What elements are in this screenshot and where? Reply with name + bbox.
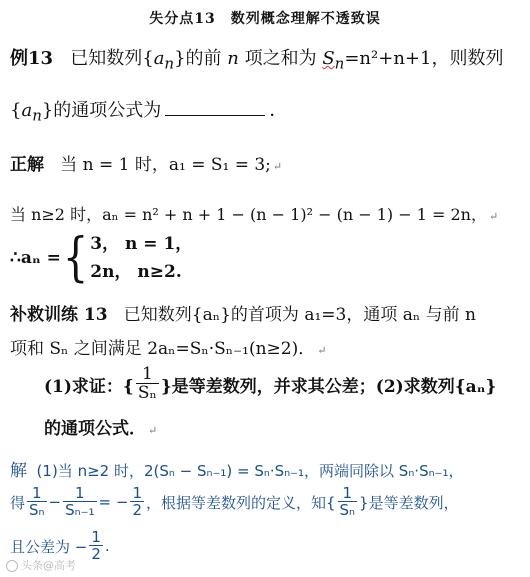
- fraction-1-over-2: $\frac{1}{2}$: [91, 528, 101, 563]
- watermark: 头条@高考: [6, 557, 76, 573]
- answer-label: 解: [10, 461, 27, 481]
- practice-line-1: 补救训练 13 已知数列{aₙ}的首项为 a₁=3，通项 aₙ 与前 n: [10, 305, 476, 325]
- fraction-1-over-Sn: $\frac{1}{\text{Sₙ}}$: [137, 364, 157, 403]
- example-label: 例13: [10, 48, 54, 69]
- page-title: 失分点13 数列概念理解不透致误: [149, 11, 381, 27]
- practice-question: (1)求证：{ $\frac{1}{\text{Sₙ}}$ }是等差数列，并求其公差；(2)求数列{aₙ}: [44, 364, 497, 403]
- watermark-icon: [6, 560, 18, 572]
- answer-line-2: 得 $\frac{1}{\text{Sₙ}}$ − $\frac{1}{\text{Sₙ₋₁}}$ = − $\frac{1}{2}$ ，根据等差数列的定义，知{ $\frac{1}{\text{Sₙ}}$ }是等差数列，: [10, 484, 459, 519]
- solution-label: 正解: [10, 155, 44, 175]
- fraction-1-over-Sn: $\frac{1}{\text{Sₙ}}$: [339, 484, 356, 519]
- cases: 3， n = 1， 2n， n≥2.: [90, 234, 193, 282]
- fraction-1-over-2: $\frac{1}{2}$: [132, 484, 142, 519]
- piecewise-formula: ∴aₙ = { 3， n = 1， 2n， n≥2.: [10, 228, 193, 288]
- left-brace: {: [62, 228, 89, 288]
- answer-blank: [165, 99, 265, 116]
- answer-line-1: 解 (1)当 n≥2 时，2(Sₙ − Sₙ₋₁) = Sₙ·Sₙ₋₁，两端同除以 Sₙ·Sₙ₋₁，: [10, 461, 464, 481]
- solution-line-1: 正解 当 n = 1 时，a₁ = S₁ = 3; ↵: [10, 155, 283, 175]
- fraction-1-over-Sn-1: $\frac{1}{\text{Sₙ₋₁}}$: [65, 484, 95, 519]
- example-line-1: 例13 已知数列$\{a_n\}$的前 n 项之和为 $S_n=n^2+n+1$，则数列: [10, 48, 504, 73]
- practice-line-4: 的通项公式． ↵: [44, 419, 158, 439]
- answer-line-3: 且公差为 − $\frac{1}{2}$ .: [10, 528, 110, 563]
- fraction-1-over-Sn: $\frac{1}{\text{Sₙ}}$: [29, 484, 45, 519]
- example-line-2: $\{a_n\}$的通项公式为 ．: [10, 100, 288, 125]
- practice-label: 补救训练 13: [10, 305, 108, 325]
- practice-line-2: 项和 Sₙ 之间满足 2aₙ=Sₙ·Sₙ₋₁(n≥2)． ↵: [10, 339, 327, 359]
- solution-line-2: 当 n≥2 时，aₙ = n² + n + 1 − (n − 1)² − (n − 1) − 1 = 2n， ↵: [10, 205, 499, 224]
